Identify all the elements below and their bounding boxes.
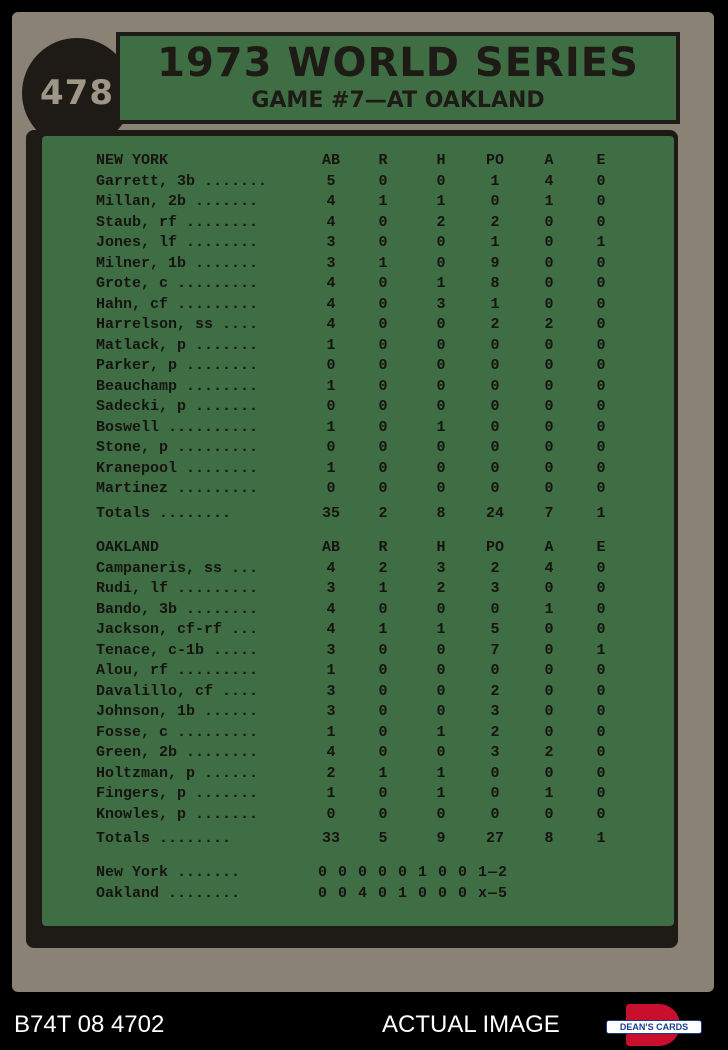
- stat-e: 0: [596, 723, 606, 741]
- stat-h: 3: [436, 295, 446, 313]
- stat-h: 8: [436, 504, 446, 522]
- stat-ab: 1: [326, 785, 336, 802]
- stat-ab: 1: [326, 418, 336, 436]
- row-label: Staub, rf ........: [96, 213, 259, 231]
- stat-h: 0: [436, 600, 446, 618]
- stat-r: 1: [378, 580, 388, 597]
- stat-ab: 0: [326, 357, 336, 374]
- stat-po: 0: [490, 600, 500, 618]
- stat-a: 0: [544, 641, 554, 659]
- row-label: Jackson, cf-rf ...: [96, 621, 259, 638]
- stat-r: 0: [378, 703, 388, 720]
- stat-h: 0: [436, 662, 446, 679]
- row-label: Green, 2b ........: [96, 744, 259, 761]
- stat-a: 1: [544, 193, 554, 210]
- totals-row: [96, 505, 626, 525]
- row-label: Sadecki, p .......: [96, 398, 259, 415]
- stat-ab: 4: [326, 559, 336, 577]
- row-label: Davalillo, cf ....: [96, 682, 259, 700]
- player-row: [96, 683, 626, 703]
- stat-ab: 3: [326, 580, 336, 597]
- player-row: [96, 480, 626, 500]
- row-label: NEW YORK: [96, 152, 169, 169]
- player-row: [96, 439, 626, 459]
- player-row: [96, 378, 626, 398]
- stat-h: 1: [436, 418, 446, 436]
- row-label: Johnson, 1b ......: [96, 703, 259, 720]
- row-label: Fosse, c .........: [96, 723, 259, 741]
- stat-r: 0: [378, 805, 388, 823]
- stat-r: 2: [378, 504, 388, 522]
- stat-h: 0: [436, 682, 446, 700]
- row-label: Millan, 2b .......: [96, 193, 259, 210]
- stat-a: 0: [544, 213, 554, 231]
- stat-a: 4: [544, 172, 554, 190]
- stat-ab: 0: [326, 480, 336, 497]
- stat-h: 0: [436, 316, 446, 333]
- stat-ab: 2: [326, 764, 336, 782]
- stat-h: 2: [436, 580, 446, 597]
- stat-ab: 1: [326, 336, 336, 354]
- stat-ab: 4: [326, 316, 336, 333]
- stat-po: 0: [490, 377, 500, 395]
- stat-ab: 0: [326, 398, 336, 415]
- row-label: Kranepool ........: [96, 459, 259, 477]
- stat-e: 0: [596, 213, 606, 231]
- stat-ab: 3: [326, 682, 336, 700]
- player-row: [96, 560, 626, 580]
- linescore-team: Oakland ........: [96, 885, 241, 902]
- stat-po: 3: [490, 744, 500, 761]
- stat-po: 0: [490, 357, 500, 374]
- stat-h: 0: [436, 641, 446, 659]
- stat-r: 0: [378, 398, 388, 415]
- stat-ab: 4: [326, 295, 336, 313]
- player-row: [96, 662, 626, 682]
- stat-e: 0: [596, 336, 606, 354]
- stat-e: 0: [596, 398, 606, 415]
- stat-e: 0: [596, 275, 606, 292]
- row-label: Alou, rf .........: [96, 662, 259, 679]
- stat-r: 0: [378, 662, 388, 679]
- card-subtitle: GAME #7—AT OAKLAND: [251, 88, 545, 113]
- stat-r: 0: [378, 439, 388, 456]
- stat-h: 3: [436, 559, 446, 577]
- stat-po: 0: [490, 398, 500, 415]
- player-row: [96, 703, 626, 723]
- linescore-innings: 0 0 0 0 0 1 0 0 1—2: [318, 864, 509, 881]
- team-header-row: [96, 539, 626, 559]
- stat-ab: 35: [321, 504, 340, 522]
- actual-image-label: ACTUAL IMAGE: [382, 1011, 560, 1038]
- row-label: Totals ........: [96, 830, 232, 847]
- stat-a: 0: [544, 357, 554, 374]
- stat-h: 0: [436, 172, 446, 190]
- totals-row: [96, 830, 626, 850]
- player-row: [96, 214, 626, 234]
- stat-h: 0: [436, 459, 446, 477]
- row-label: Harrelson, ss ....: [96, 316, 259, 333]
- stat-po: 0: [490, 805, 500, 823]
- stat-po: 1: [490, 295, 500, 313]
- stat-ab: 1: [326, 723, 336, 741]
- row-label: OAKLAND: [96, 539, 160, 556]
- stat-h: 0: [436, 703, 446, 720]
- stat-e: 1: [596, 641, 606, 659]
- stat-h: 1: [436, 275, 446, 292]
- stat-a: 0: [544, 377, 554, 395]
- stat-ab: AB: [321, 152, 340, 169]
- stat-a: 0: [544, 418, 554, 436]
- stat-a: 2: [544, 316, 554, 333]
- stat-a: 1: [544, 600, 554, 618]
- stat-po: 24: [485, 504, 504, 522]
- stat-a: 0: [544, 480, 554, 497]
- stat-ab: 3: [326, 234, 336, 251]
- row-label: Martinez .........: [96, 480, 259, 497]
- row-label: Grote, c .........: [96, 275, 259, 292]
- stat-e: 0: [596, 559, 606, 577]
- player-row: [96, 255, 626, 275]
- stat-h: 0: [436, 744, 446, 761]
- stat-e: 0: [596, 764, 606, 782]
- stat-r: 1: [378, 621, 388, 638]
- player-row: [96, 642, 626, 662]
- player-row: [96, 621, 626, 641]
- stat-r: 0: [378, 234, 388, 251]
- stat-po: 0: [490, 336, 500, 354]
- stat-r: 0: [378, 213, 388, 231]
- stat-ab: 4: [326, 621, 336, 638]
- stat-ab: 3: [326, 641, 336, 659]
- deans-cards-logo: [606, 1004, 702, 1046]
- linescore-team: New York .......: [96, 864, 241, 881]
- stat-po: 0: [490, 193, 500, 210]
- stat-po: 0: [490, 785, 500, 802]
- stat-r: 0: [378, 172, 388, 190]
- stat-h: 0: [436, 480, 446, 497]
- stat-r: 1: [378, 193, 388, 210]
- stat-e: 0: [596, 459, 606, 477]
- stat-ab: 4: [326, 744, 336, 761]
- row-label: Stone, p .........: [96, 439, 259, 456]
- stat-h: H: [436, 152, 446, 169]
- stat-ab: 1: [326, 459, 336, 477]
- player-row: [96, 357, 626, 377]
- stat-r: 1: [378, 764, 388, 782]
- row-label: Campaneris, ss ...: [96, 559, 259, 577]
- stat-e: 0: [596, 254, 606, 272]
- stat-r: 0: [378, 641, 388, 659]
- card-number: 478: [40, 73, 114, 113]
- card-title: 1973 WORLD SERIES: [157, 40, 639, 86]
- player-row: [96, 234, 626, 254]
- stat-ab: 3: [326, 254, 336, 272]
- stat-po: 9: [490, 254, 500, 272]
- stat-po: PO: [485, 539, 504, 556]
- stat-h: 1: [436, 723, 446, 741]
- stat-a: 2: [544, 744, 554, 761]
- linescore-row: [96, 885, 636, 905]
- stat-r: 0: [378, 480, 388, 497]
- stat-h: H: [436, 539, 446, 556]
- stat-r: 0: [378, 295, 388, 313]
- player-row: [96, 785, 626, 805]
- stat-po: 27: [485, 830, 504, 847]
- stat-a: 0: [544, 398, 554, 415]
- stat-a: 0: [544, 682, 554, 700]
- stat-a: 0: [544, 439, 554, 456]
- player-row: [96, 193, 626, 213]
- row-label: Holtzman, p ......: [96, 764, 259, 782]
- stat-h: 0: [436, 357, 446, 374]
- stat-e: 0: [596, 377, 606, 395]
- stat-po: PO: [485, 152, 504, 169]
- stat-a: 0: [544, 254, 554, 272]
- stat-r: 0: [378, 418, 388, 436]
- player-row: [96, 580, 626, 600]
- team-header-row: [96, 152, 626, 172]
- stat-ab: 4: [326, 193, 336, 210]
- stat-ab: AB: [321, 539, 340, 556]
- stat-h: 0: [436, 234, 446, 251]
- stat-r: R: [378, 152, 388, 169]
- stat-e: 0: [596, 621, 606, 638]
- stat-po: 2: [490, 723, 500, 741]
- stat-po: 0: [490, 439, 500, 456]
- stat-h: 0: [436, 336, 446, 354]
- stat-h: 1: [436, 621, 446, 638]
- stat-po: 2: [490, 316, 500, 333]
- stat-po: 2: [490, 213, 500, 231]
- stat-ab: 1: [326, 377, 336, 395]
- stat-po: 5: [490, 621, 500, 638]
- stat-a: 0: [544, 764, 554, 782]
- stat-a: 4: [544, 559, 554, 577]
- stat-r: 0: [378, 459, 388, 477]
- stat-ab: 0: [326, 439, 336, 456]
- stat-ab: 3: [326, 703, 336, 720]
- stat-r: 0: [378, 723, 388, 741]
- stat-e: 1: [596, 504, 606, 522]
- stat-r: R: [378, 539, 388, 556]
- player-row: [96, 765, 626, 785]
- player-row: [96, 275, 626, 295]
- stat-r: 2: [378, 559, 388, 577]
- stat-e: 0: [596, 744, 606, 761]
- row-label: Jones, lf ........: [96, 234, 259, 251]
- stat-r: 0: [378, 275, 388, 292]
- stat-a: 1: [544, 785, 554, 802]
- stat-e: 0: [596, 682, 606, 700]
- stat-r: 0: [378, 744, 388, 761]
- stat-e: 0: [596, 172, 606, 190]
- stat-po: 2: [490, 682, 500, 700]
- stat-e: E: [596, 539, 606, 556]
- stat-ab: 1: [326, 662, 336, 679]
- stat-a: 8: [544, 830, 554, 847]
- player-row: [96, 296, 626, 316]
- stat-r: 1: [378, 254, 388, 272]
- stat-po: 0: [490, 662, 500, 679]
- stat-po: 3: [490, 703, 500, 720]
- row-label: Milner, 1b .......: [96, 254, 259, 272]
- row-label: Boswell ..........: [96, 418, 259, 436]
- stat-r: 0: [378, 600, 388, 618]
- stat-e: 1: [596, 234, 606, 251]
- stat-e: 0: [596, 662, 606, 679]
- stat-ab: 4: [326, 213, 336, 231]
- stat-r: 0: [378, 336, 388, 354]
- row-label: Garrett, 3b .......: [96, 172, 268, 190]
- stat-h: 0: [436, 377, 446, 395]
- stat-ab: 33: [321, 830, 340, 847]
- stat-ab: 0: [326, 805, 336, 823]
- stat-a: 0: [544, 621, 554, 638]
- row-label: Hahn, cf .........: [96, 295, 259, 313]
- stat-h: 1: [436, 785, 446, 802]
- stat-po: 8: [490, 275, 500, 292]
- stat-e: 0: [596, 439, 606, 456]
- stat-ab: 4: [326, 275, 336, 292]
- stat-a: 0: [544, 336, 554, 354]
- stat-e: 0: [596, 805, 606, 823]
- linescore-row: [96, 864, 636, 884]
- stat-po: 1: [490, 234, 500, 251]
- stat-a: 0: [544, 805, 554, 823]
- stat-a: 0: [544, 295, 554, 313]
- stat-e: 0: [596, 357, 606, 374]
- stat-a: 7: [544, 504, 554, 522]
- stat-ab: 5: [326, 172, 336, 190]
- stat-h: 0: [436, 254, 446, 272]
- stat-e: 0: [596, 600, 606, 618]
- stat-po: 1: [490, 172, 500, 190]
- stat-a: 0: [544, 723, 554, 741]
- card-header: [116, 32, 680, 124]
- row-label: Matlack, p .......: [96, 336, 259, 354]
- row-label: Parker, p ........: [96, 357, 259, 374]
- stat-a: 0: [544, 703, 554, 720]
- stat-a: 0: [544, 580, 554, 597]
- stat-e: E: [596, 152, 606, 169]
- stat-e: 0: [596, 316, 606, 333]
- player-row: [96, 724, 626, 744]
- stat-a: 0: [544, 662, 554, 679]
- player-row: [96, 601, 626, 621]
- stat-r: 0: [378, 377, 388, 395]
- stat-r: 0: [378, 357, 388, 374]
- linescore-innings: 0 0 4 0 1 0 0 0 x—5: [318, 885, 509, 902]
- stat-h: 0: [436, 805, 446, 823]
- stat-r: 0: [378, 785, 388, 802]
- logo-text: DEAN'S CARDS: [619, 1022, 689, 1032]
- stat-e: 0: [596, 193, 606, 210]
- row-label: Tenace, c-1b .....: [96, 641, 259, 659]
- row-label: Knowles, p .......: [96, 805, 259, 823]
- stat-a: 0: [544, 459, 554, 477]
- player-row: [96, 398, 626, 418]
- row-label: Bando, 3b ........: [96, 600, 259, 618]
- stat-e: 0: [596, 295, 606, 313]
- stat-po: 0: [490, 764, 500, 782]
- player-row: [96, 460, 626, 480]
- player-row: [96, 419, 626, 439]
- stat-h: 1: [436, 193, 446, 210]
- stat-r: 0: [378, 682, 388, 700]
- player-row: [96, 316, 626, 336]
- stat-po: 0: [490, 459, 500, 477]
- stat-e: 1: [596, 830, 606, 847]
- stat-e: 0: [596, 418, 606, 436]
- row-label: Fingers, p .......: [96, 785, 259, 802]
- stat-po: 7: [490, 641, 500, 659]
- stat-a: A: [544, 152, 554, 169]
- stat-po: 0: [490, 418, 500, 436]
- row-label: Rudi, lf .........: [96, 580, 259, 597]
- stat-h: 0: [436, 398, 446, 415]
- stat-r: 5: [378, 830, 388, 847]
- player-row: [96, 806, 626, 826]
- stat-po: 3: [490, 580, 500, 597]
- stat-r: 0: [378, 316, 388, 333]
- stat-a: 0: [544, 234, 554, 251]
- stat-h: 9: [436, 830, 446, 847]
- row-label: Beauchamp ........: [96, 377, 259, 395]
- copyright-line: **©T.C.G. PRTD. IN U.S.A.: [279, 926, 449, 942]
- stat-h: 2: [436, 213, 446, 231]
- stat-h: 0: [436, 439, 446, 456]
- player-row: [96, 337, 626, 357]
- stat-e: 0: [596, 580, 606, 597]
- row-label: Totals ........: [96, 504, 232, 522]
- stat-e: 0: [596, 785, 606, 802]
- stat-a: A: [544, 539, 554, 556]
- stat-a: 0: [544, 275, 554, 292]
- player-row: [96, 744, 626, 764]
- inventory-code: B74T 08 4702: [14, 1011, 165, 1038]
- player-row: [96, 173, 626, 193]
- stat-h: 1: [436, 764, 446, 782]
- stat-ab: 4: [326, 600, 336, 618]
- stat-e: 0: [596, 480, 606, 497]
- stat-po: 0: [490, 480, 500, 497]
- stat-e: 0: [596, 703, 606, 720]
- stat-po: 2: [490, 559, 500, 577]
